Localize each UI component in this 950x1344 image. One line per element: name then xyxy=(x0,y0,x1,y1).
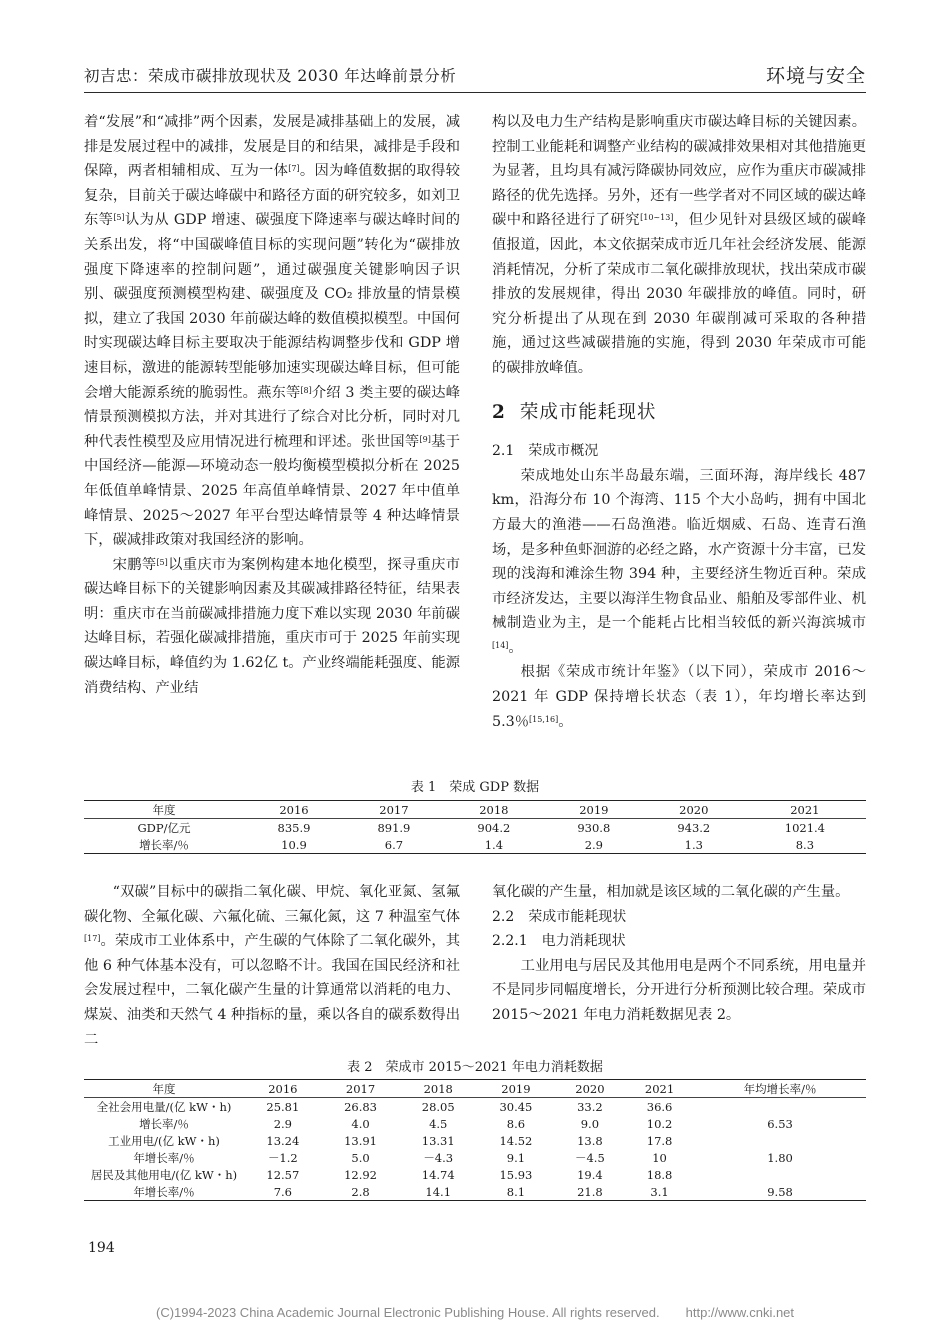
table-cell: 10.9 xyxy=(244,836,344,854)
table-cell xyxy=(694,1098,866,1116)
paragraph: 着“发展”和“减排”两个因素，发展是减排基础上的发展，减排是发展过程中的减排，发展是目的和结果，减排是手段和保障，两者相辅相成、互为一体[7]。因为峰值数据的取得较复杂，目前关于碳达峰碳中和路径方面的研究较多，如刘卫东等[5]认为从 GDP 增速、碳强度下降速率与碳达峰时间的关系出发，将“中国碳峰值目标的实现问题”转化为“碳排放强度下降速率的控制问题”，通过碳强度关键影响因子识别、碳强度预测模型构建、碳强度及 CO₂ 排放量的情景模拟，建立了我国 2030 年前碳达峰的数值模拟模型。中国何时实现碳达峰目标主要取决于能源结构调整步伐和 GDP 增速目标，激进的能源转型能够加速实现碳达峰目标，但可能会增大能源系统的脆弱性。燕东等[8]介绍 3 类主要的碳达峰情景预测模拟方法，并对其进行了综合对比分析，同时对几种代表性模型及应用情况进行梳理和评述。张世国等[9]基于中国经济—能源—环境动态一般均衡模型模拟分析在 2025 年低值单峰情景、2025 年高值单峰情景、2027 年中值单峰情景、2025～2027 年平台型达峰情景等 4 种达峰情景下，碳减排政策对我国经济的影响。 xyxy=(84,114,461,549)
table-header-cell: 2016 xyxy=(244,801,344,819)
paragraph: “双碳”目标中的碳指二氧化碳、甲烷、氧化亚氮、氢氟碳化物、全氟化碳、六氟化硫、三氟化氮，这 7 种温室气体[17]。荣成市工业体系中，产生碳的气体除了二氧化碳外，其他 6 种气体基本没有，可以忽略不计。我国在国民经济和社会发展过程中，二氧化碳产生量的计算通常以消耗的电力、煤炭、油类和天然气 4 种指标的量，乘以各自的碳系数得出二 xyxy=(84,884,460,1048)
citation[interactable]: [9] xyxy=(419,434,431,444)
table-header-row xyxy=(84,801,866,819)
table-cell xyxy=(694,1166,866,1183)
table-cell: 13.8 xyxy=(577,1133,603,1148)
citation[interactable]: [7] xyxy=(288,164,300,174)
table-cell: 8.3 xyxy=(744,836,866,854)
table-header-cell: 2020 xyxy=(555,1080,625,1098)
table-cell: 13.24 xyxy=(266,1133,300,1148)
subsection-heading: 2.1 荣成市概况 xyxy=(492,443,599,460)
table-cell: 1.80 xyxy=(767,1150,793,1165)
citation[interactable]: [8] xyxy=(300,385,312,395)
running-title: 初吉忠：荣成市碳排放现状及 2030 年达峰前景分析 xyxy=(84,67,457,85)
subsubsection-heading: 2.2.1 电力消耗现状 xyxy=(492,933,626,950)
table-header-cell: 年均增长率/％ xyxy=(694,1080,866,1098)
citation[interactable]: [10~13] xyxy=(640,213,674,223)
table-cell: 18.8 xyxy=(646,1167,673,1182)
paragraph: 氧化碳的产生量，相加就是该区域的二氧化碳的产生量。 xyxy=(492,884,850,900)
section-heading: 2 荣成市能耗现状 xyxy=(492,401,657,423)
table-header-cell: 年度 xyxy=(84,1080,244,1098)
table-cell: 10.2 xyxy=(646,1116,673,1131)
table-row xyxy=(84,836,866,854)
table-header-cell: 2017 xyxy=(344,801,444,819)
table-header-cell: 2016 xyxy=(244,1080,322,1098)
table1-gdp xyxy=(84,800,866,854)
citation[interactable]: [5] xyxy=(156,557,168,567)
table2-electricity xyxy=(84,1079,866,1201)
table-row xyxy=(84,1132,866,1149)
table-cell: 28.05 xyxy=(421,1099,455,1114)
table-header-cell: 2019 xyxy=(477,1080,555,1098)
table-cell: 14.74 xyxy=(421,1167,455,1182)
table-cell: 6.53 xyxy=(767,1116,793,1131)
table-cell: 增长率/％ xyxy=(139,1116,189,1131)
table-cell: 10 xyxy=(652,1150,667,1165)
citation[interactable]: [15,16] xyxy=(529,714,559,724)
table-cell: 14.52 xyxy=(499,1133,533,1148)
running-header xyxy=(84,58,866,93)
table-cell: 835.9 xyxy=(277,820,311,835)
table-cell: 12.92 xyxy=(344,1167,377,1182)
table-cell: 36.6 xyxy=(646,1099,673,1114)
table-header-cell: 2018 xyxy=(444,801,544,819)
citation[interactable]: [5] xyxy=(113,213,125,223)
table-header-row xyxy=(84,1080,866,1098)
table-cell: －1.2 xyxy=(267,1150,298,1165)
column-right-top xyxy=(492,110,866,734)
table-cell: 5.0 xyxy=(351,1150,370,1165)
table-header-cell: 2018 xyxy=(399,1080,477,1098)
table-cell: 12.57 xyxy=(266,1167,300,1182)
table-cell: GDP/亿元 xyxy=(137,820,191,835)
table-row xyxy=(84,1098,866,1116)
table-cell: 904.2 xyxy=(477,820,511,835)
table-header-cell: 2019 xyxy=(544,801,644,819)
table-cell: 6.7 xyxy=(344,836,444,854)
copyright-notice: (C)1994-2023 China Academic Journal Electronic Publishing House. All rights reserved. http://www.cnki.net xyxy=(155,1305,795,1320)
table-cell: 7.6 xyxy=(244,1183,322,1201)
table-cell: 居民及其他用电/(亿 kW・h) xyxy=(90,1167,238,1182)
table-cell: 2.9 xyxy=(544,836,644,854)
table-cell: 17.8 xyxy=(646,1133,673,1148)
journal-name: 环境与安全 xyxy=(765,65,866,87)
table-cell: 1.3 xyxy=(644,836,744,854)
table-cell: 26.83 xyxy=(344,1099,377,1114)
table-cell: 15.93 xyxy=(499,1167,533,1182)
paragraph: 根据《荣成市统计年鉴》（以下同），荣成市 2016～2021 年 GDP 保持增长状态（表 1），年均增长率达到 5.3％[15,16]。 xyxy=(492,664,866,730)
table-cell: 943.2 xyxy=(677,820,711,835)
table-cell: 4.5 xyxy=(429,1116,448,1131)
paragraph: 宋鹏等[5]以重庆市为案例构建本地化模型，探寻重庆市碳达峰目标下的关键影响因素及其碳减排路径特征，结果表明：重庆市在当前碳减排措施力度下难以实现 2030 年前碳达峰目标，若强化碳减排措施，重庆市可于 2025 年前实现碳达峰目标，峰值约为 1.62亿 t。产业终端能耗强度、能源消费结构、产业结 xyxy=(84,556,461,696)
table-cell: 21.8 xyxy=(555,1183,625,1201)
table-cell: 14.1 xyxy=(399,1183,477,1201)
table-cell: －4.3 xyxy=(423,1150,454,1165)
table-header-cell: 年度 xyxy=(84,801,244,819)
citation[interactable]: [17] xyxy=(84,934,101,944)
table-row xyxy=(84,1115,866,1132)
table-cell: 8.1 xyxy=(477,1183,555,1201)
table-row xyxy=(84,1183,866,1201)
table-cell: 13.31 xyxy=(421,1133,455,1148)
page-number: 194 xyxy=(88,1240,115,1256)
subsection-heading: 2.2 荣成市能耗现状 xyxy=(492,908,627,925)
table-cell: 19.4 xyxy=(577,1167,603,1182)
table-cell: 930.8 xyxy=(577,820,611,835)
table-cell: 4.0 xyxy=(351,1116,370,1131)
table-row xyxy=(84,819,866,837)
table-cell xyxy=(694,1132,866,1149)
table-cell: 9.0 xyxy=(580,1116,600,1131)
table-header-cell: 2021 xyxy=(625,1080,694,1098)
table-cell: 2.8 xyxy=(322,1183,400,1201)
table-cell: 1021.4 xyxy=(784,820,825,835)
table-cell: －4.5 xyxy=(574,1150,605,1165)
table-cell: 3.1 xyxy=(625,1183,694,1201)
table-cell: 891.9 xyxy=(377,820,411,835)
table-cell: 年增长率/％ xyxy=(133,1150,195,1165)
table-cell: 8.6 xyxy=(506,1116,526,1131)
column-left-bottom xyxy=(84,880,460,1052)
table-cell: 13.91 xyxy=(344,1133,377,1148)
table-cell: 25.81 xyxy=(266,1099,300,1114)
table-cell: 9.58 xyxy=(694,1183,866,1201)
table-cell: 1.4 xyxy=(444,836,544,854)
paragraph: 构以及电力生产结构是影响重庆市碳达峰目标的关键因素。控制工业能耗和调整产业结构的碳减排效果相对其他措施更为显著，且均具有减污降碳协同效应，应作为重庆市碳减排路径的优先选择。另外，还有一些学者对不同区域的碳达峰碳中和路径进行了研究[10~13]，但少见针对县级区域的碳峰值报道，因此，本文依据荣成市近几年社会经济发展、能源消耗情况，分析了荣成市二氧化碳排放现状，找出荣成市碳排放的发展规律，得出 2030 年碳排放的峰值。同时，研究分析提出了从现在到 2030 年碳削减可采取的各种措施，通过这些减碳措施的实施，得到 2030 年荣成市可能的碳排放峰值。 xyxy=(492,114,866,376)
column-left-top xyxy=(84,110,460,700)
table-cell: 增长率/％ xyxy=(84,836,244,854)
table-header-cell: 2021 xyxy=(744,801,866,819)
table-cell: 全社会用电量/(亿 kW・h) xyxy=(96,1099,232,1114)
table-cell: 2.9 xyxy=(273,1116,292,1131)
paragraph: 荣成地处山东半岛最东端，三面环海，海岸线长 487 km，沿海分布 10 个海湾、115 个大小岛屿，拥有中国北方最大的渔港——石岛渔港。临近烟威、石岛、连青石渔场，是多种鱼虾洄游的必经之路，水产资源十分丰富，已发现的浅海和滩涂生物 394 种，主要经济生物近百种。荣成市经济发达，主要以海洋生物食品业、船舶及零部件业、机械制造业为主，是一个能耗占比相当较低的新兴海滨城市[14]。 xyxy=(492,467,866,656)
table-row xyxy=(84,1166,866,1183)
table-cell: 9.1 xyxy=(506,1150,526,1165)
table-cell: 年增长率/％ xyxy=(84,1183,244,1201)
table-header-cell: 2017 xyxy=(322,1080,400,1098)
table-header-cell: 2020 xyxy=(644,801,744,819)
table-row xyxy=(84,1149,866,1166)
table-cell: 33.2 xyxy=(577,1099,603,1114)
table-cell: 30.45 xyxy=(499,1099,533,1114)
citation[interactable]: [14] xyxy=(492,640,509,650)
table2-caption: 表 2 荣成市 2015～2021 年电力消耗数据 xyxy=(347,1060,603,1075)
table-cell: 工业用电/(亿 kW・h) xyxy=(108,1133,220,1148)
column-right-bottom xyxy=(492,880,866,1028)
paragraph: 工业用电与居民及其他用电是两个不同系统，用电量并不是同步同幅度增长，分开进行分析预测比较合理。荣成市 2015～2021 年电力消耗数据见表 2。 xyxy=(492,957,866,1023)
table1-caption: 表 1 荣成 GDP 数据 xyxy=(410,780,540,795)
